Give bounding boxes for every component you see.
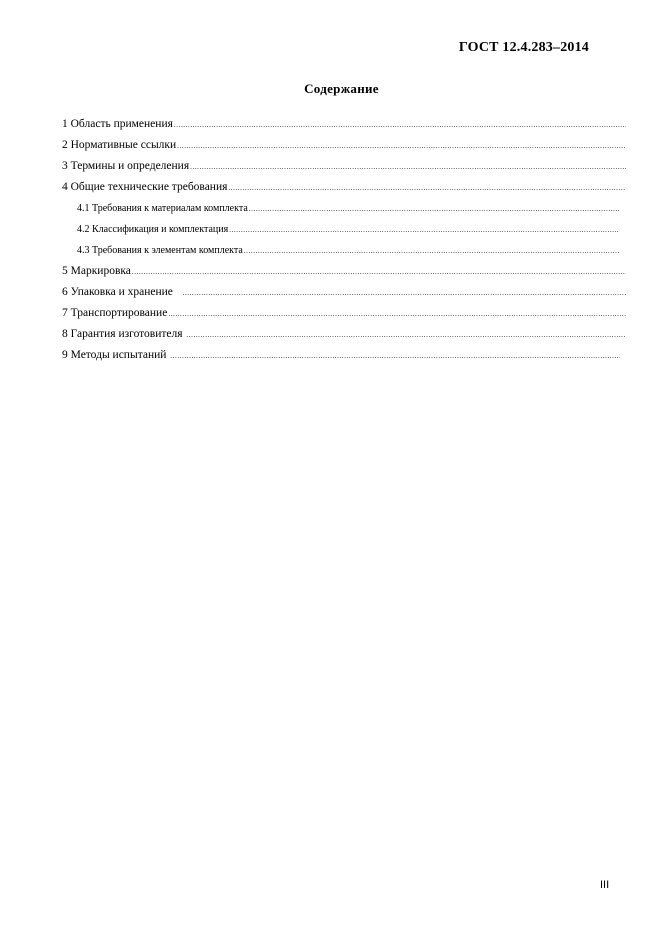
toc-item-scope[interactable] — [62, 114, 626, 135]
toc-item-label: 4.3 Требования к элементам комплекта — [77, 245, 243, 256]
toc-item-element-requirements[interactable] — [62, 240, 619, 261]
dot-leader — [170, 346, 620, 366]
toc-item-label: 4.2 Классификация и комплектация — [77, 224, 229, 235]
table-of-contents — [62, 114, 626, 366]
toc-title: Содержание — [304, 81, 379, 96]
dot-leader — [168, 304, 626, 324]
dot-leader — [249, 199, 619, 219]
dot-leader — [229, 220, 619, 240]
toc-item-label: 6 Упаковка и хранение — [62, 286, 182, 298]
dot-leader — [228, 178, 626, 198]
toc-item-normative-references[interactable] — [62, 135, 626, 156]
toc-item-terms-definitions[interactable] — [62, 156, 626, 177]
toc-item-marking[interactable] — [62, 261, 626, 282]
toc-item-general-requirements[interactable] — [62, 177, 626, 198]
dot-leader — [183, 283, 626, 303]
toc-item-label: 4 Общие технические требования — [62, 181, 228, 193]
toc-item-label: 9 Методы испытаний — [62, 349, 170, 361]
toc-item-packaging-storage[interactable] — [62, 282, 626, 303]
toc-item-label: 8 Гарантия изготовителя — [62, 328, 186, 340]
page-number: III — [600, 879, 610, 891]
toc-item-label: 5 Маркировка — [62, 265, 131, 277]
toc-item-label: 7 Транспортирование — [62, 307, 168, 319]
toc-item-label: 1 Область применения — [62, 118, 173, 130]
standard-code: ГОСТ 12.4.283–2014 — [458, 40, 589, 55]
toc-item-manufacturer-warranty[interactable] — [62, 324, 626, 345]
toc-item-label: 3 Термины и определения — [62, 160, 190, 172]
toc-item-materials-requirements[interactable] — [62, 198, 619, 219]
dot-leader — [177, 136, 626, 156]
dot-leader — [132, 262, 626, 282]
toc-item-transportation[interactable] — [62, 303, 626, 324]
dot-leader — [186, 325, 626, 345]
toc-item-label: 2 Нормативные ссылки — [62, 139, 177, 151]
dot-leader — [190, 157, 626, 177]
toc-item-label: 4.1 Требования к материалам комплекта — [77, 203, 248, 214]
dot-leader — [244, 241, 619, 261]
toc-item-classification[interactable] — [62, 219, 619, 240]
dot-leader — [174, 115, 626, 135]
toc-item-test-methods[interactable] — [62, 345, 620, 366]
